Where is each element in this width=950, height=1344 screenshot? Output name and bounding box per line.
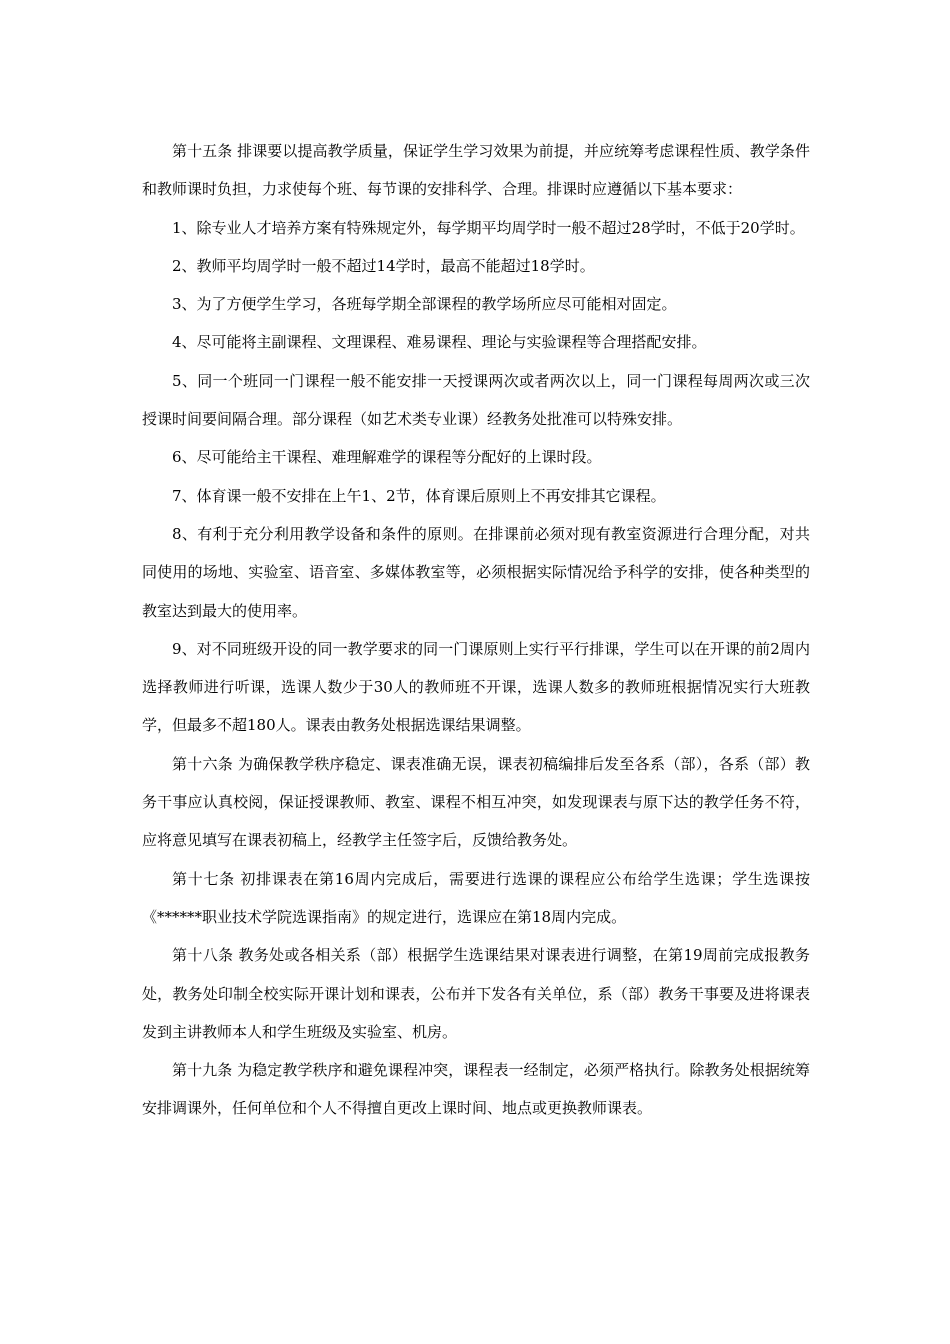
- article-16-paragraph: 第十六条 为确保教学秩序稳定、课表准确无误，课表初稿编排后发至各系（部），各系（部）教务干事应认真校阅，保证授课教师、教室、课程不相互冲突，如发现课表与原下达的教学任务不符，应将意见填写在课表初稿上，经教学主任签字后，反馈给教务处。: [142, 754, 810, 850]
- rule-4-paragraph: 4、尽可能将主副课程、文理课程、难易课程、理论与实验课程等合理搭配安排。: [172, 333, 707, 352]
- rule-2-paragraph: 2、教师平均周学时一般不超过14学时，最高不能超过18学时。: [172, 256, 595, 275]
- document-body: [142, 132, 810, 1128]
- article-18-paragraph: 第十八条 教务处或各相关系（部）根据学生选课结果对课表进行调整，在第19周前完成报教务处，教务处印制全校实际开课计划和课表，公布并下发各有关单位，系（部）教务干事要及进将课表发到主讲教师本人和学生班级及实验室、机房。: [142, 946, 810, 1041]
- rule-3-paragraph: 3、为了方便学生学习，各班每学期全部课程的教学场所应尽可能相对固定。: [172, 295, 677, 314]
- rule-9-paragraph: 9、对不同班级开设的同一教学要求的同一门课原则上实行平行排课，学生可以在开课的前2周内选择教师进行听课，选课人数少于30人的教师班不开课，选课人数多的教师班根据情况实行大班教学，但最多不超180人。课表由教务处根据选课结果调整。: [142, 639, 810, 735]
- rule-7-paragraph: 7、体育课一般不安排在上午1、2节，体育课后原则上不再安排其它课程。: [172, 486, 666, 505]
- rule-8-paragraph: 8、有利于充分利用教学设备和条件的原则。在排课前必须对现有教室资源进行合理分配，对共同使用的场地、实验室、语音室、多媒体教室等，必须根据实际情况给予科学的安排，使各种类型的教室达到最大的使用率。: [142, 524, 810, 620]
- rule-6-paragraph: 6、尽可能给主干课程、难理解难学的课程等分配好的上课时段。: [172, 448, 602, 467]
- rule-1-paragraph: 1、除专业人才培养方案有特殊规定外，每学期平均周学时一般不超过28学时，不低于20学时。: [172, 218, 805, 237]
- article-19-paragraph: 第十九条 为稳定教学秩序和避免课程冲突，课程表一经制定，必须严格执行。除教务处根据统筹安排调课外，任何单位和个人不得擅自更改上课时间、地点或更换教师课表。: [142, 1061, 810, 1118]
- article-17-paragraph: 第十七条 初排课表在第16周内完成后，需要进行选课的课程应公布给学生选课；学生选课按《******职业技术学院选课指南》的规定进行，选课应在第18周内完成。: [142, 869, 810, 926]
- article-15-paragraph: 第十五条 排课要以提高教学质量，保证学生学习效果为前提，并应统筹考虑课程性质、教学条件和教师课时负担，力求使每个班、每节课的安排科学、合理。排课时应遵循以下基本要求：: [142, 142, 810, 199]
- rule-5-paragraph: 5、同一个班同一门课程一般不能安排一天授课两次或者两次以上，同一门课程每周两次或三次授课时间要间隔合理。部分课程（如艺术类专业课）经教务处批准可以特殊安排。: [142, 371, 810, 429]
